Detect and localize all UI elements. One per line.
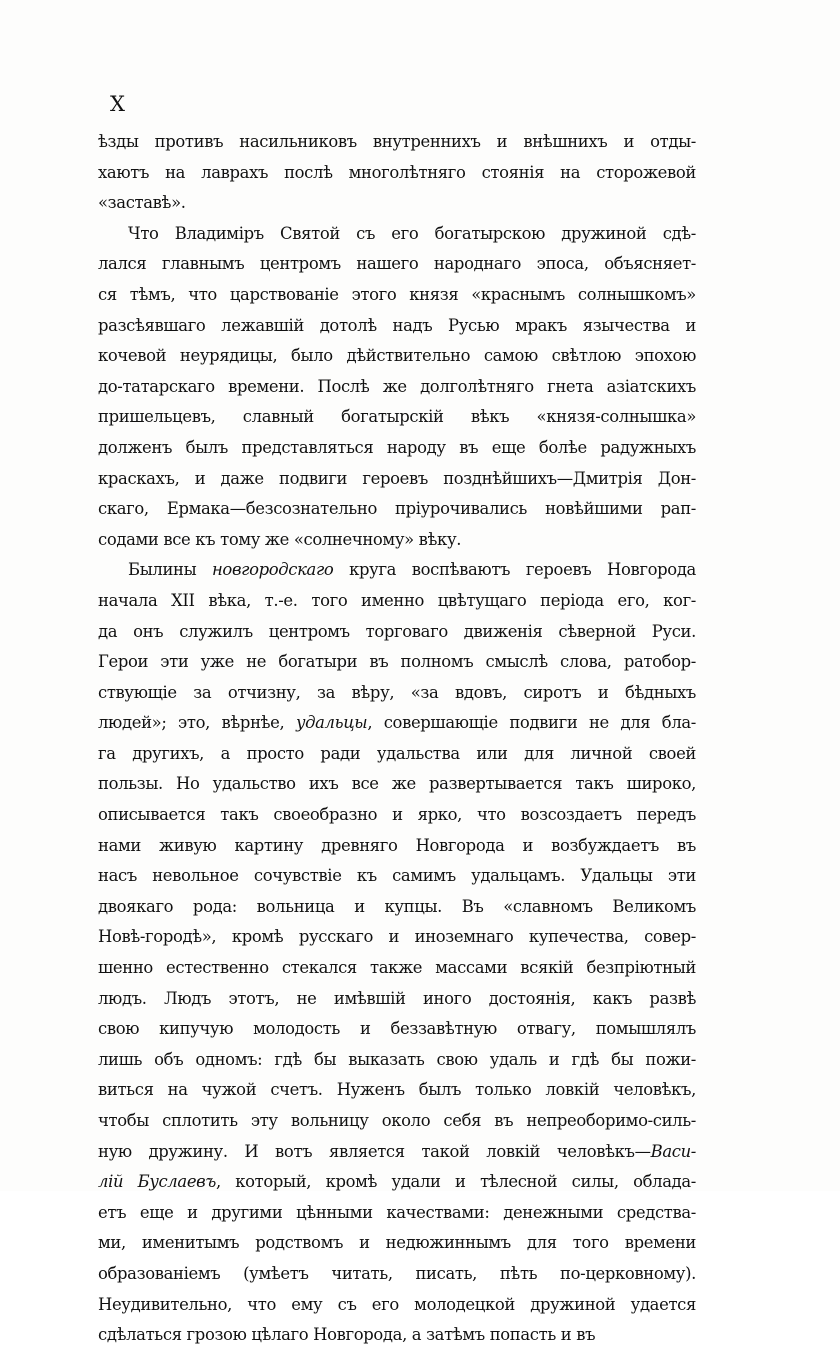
- body-text: [98, 127, 696, 1351]
- text-line: ѣзды противъ насильниковъ внутреннихъ и внѣшнихъ и отды-: [98, 132, 696, 151]
- text-line: разсѣявшаго лежавшій дотолѣ надъ Русью мракъ язычества и: [98, 315, 696, 335]
- text-line: га другихъ, а просто ради удальства или для личной своей: [98, 743, 696, 763]
- text-line: лался главнымъ центромъ нашего народнаго эпоса, объясняет-: [98, 254, 696, 274]
- text-line: виться на чужой счетъ. Нуженъ былъ только ловкій человѣкъ,: [98, 1080, 696, 1100]
- text-line: Что Владиміръ Святой съ его богатырскою дружиной сдѣ-: [128, 223, 696, 243]
- text-line: Былины новгородскаго круга воспѣваютъ героевъ Новгорода: [128, 560, 696, 580]
- text-line: ми, именитымъ родствомъ и недюжиннымъ для того времени: [98, 1233, 696, 1253]
- text-line: начала XII вѣка, т.-е. того именно цвѣтущаго періода его, ког-: [98, 590, 696, 610]
- text-line: Неудивительно, что ему съ его молодецкой дружиной удается: [98, 1294, 696, 1314]
- text-line: до-татарскаго времени. Послѣ же долголѣтняго гнета азіатскихъ: [98, 376, 696, 396]
- text-line: ствующіе за отчизну, за вѣру, «за вдовъ, сиротъ и бѣдныхъ: [98, 682, 696, 702]
- page-number: X: [110, 92, 125, 116]
- text-line: образованіемъ (умѣетъ читать, писать, пѣть по-церковному).: [98, 1263, 696, 1283]
- text-line: етъ еще и другими цѣнными качествами: денежными средства-: [98, 1202, 696, 1222]
- text-line: скаго, Ермака—безсознательно пріурочивались новѣйшими рап-: [98, 499, 696, 519]
- text-line: кочевой неурядицы, было дѣйствительно самою свѣтлою эпохою: [98, 346, 696, 366]
- text-line: описывается такъ своеобразно и ярко, что возсоздаетъ передъ: [98, 805, 696, 825]
- text-line: лій Буслаевъ, который, кромѣ удали и тѣлесной силы, облада-: [98, 1172, 696, 1192]
- text-line: да онъ служилъ центромъ торговаго движенія сѣверной Руси.: [98, 621, 696, 641]
- text-line: Новѣ-городѣ», кромѣ русскаго и иноземнаго купечества, совер-: [98, 927, 696, 947]
- text-line: нами живую картину древняго Новгорода и возбуждаетъ въ: [98, 835, 696, 855]
- text-line: сдѣлаться грозою цѣлаго Новгорода, а затѣмъ попасть и въ: [98, 1325, 596, 1345]
- text-line: «заставѣ».: [98, 193, 186, 213]
- text-line: людъ. Людъ этотъ, не имѣвшій иного достоянія, какъ развѣ: [98, 988, 696, 1008]
- text-line: ную дружину. И вотъ является такой ловкій человѣкъ—Васи-: [98, 1141, 696, 1161]
- text-line: Герои эти уже не богатыри въ полномъ смыслѣ слова, ратобор-: [98, 652, 696, 672]
- text-line: чтобы сплотить эту вольницу около себя въ непреоборимо-силь-: [98, 1111, 696, 1130]
- text-line: краскахъ, и даже подвиги героевъ позднѣйшихъ—Дмитрія Дон-: [98, 468, 696, 488]
- text-line: пользы. Но удальство ихъ все же развертывается такъ широко,: [98, 774, 696, 794]
- text-line: шенно естественно стекался также массами всякій безпріютный: [98, 958, 696, 978]
- text-line: ся тѣмъ, что царствованіе этого князя «краснымъ солнышкомъ»: [98, 284, 696, 304]
- text-line: двоякаго рода: вольница и купцы. Въ «славномъ Великомъ: [98, 896, 696, 916]
- text-line: пришельцевъ, славный богатырскій вѣкъ «князя-солнышка»: [98, 407, 696, 427]
- text-line: свою кипучую молодость и беззавѣтную отвагу, помышлялъ: [98, 1019, 696, 1039]
- text-line: насъ невольное сочувствіе къ самимъ удальцамъ. Удальцы эти: [98, 866, 696, 886]
- text-line: людей»; это, вѣрнѣе, удальцы, совершающіе подвиги не для бла-: [98, 713, 696, 733]
- text-line: хаютъ на лаврахъ послѣ многолѣтняго стоянія на сторожевой: [98, 162, 696, 182]
- text-line: долженъ былъ представляться народу въ еще болѣе радужныхъ: [98, 437, 696, 457]
- text-line: лишь объ одномъ: гдѣ бы выказать свою удаль и гдѣ бы пожи-: [98, 1049, 696, 1069]
- text-line: содами все къ тому же «солнечному» вѣку.: [98, 529, 462, 549]
